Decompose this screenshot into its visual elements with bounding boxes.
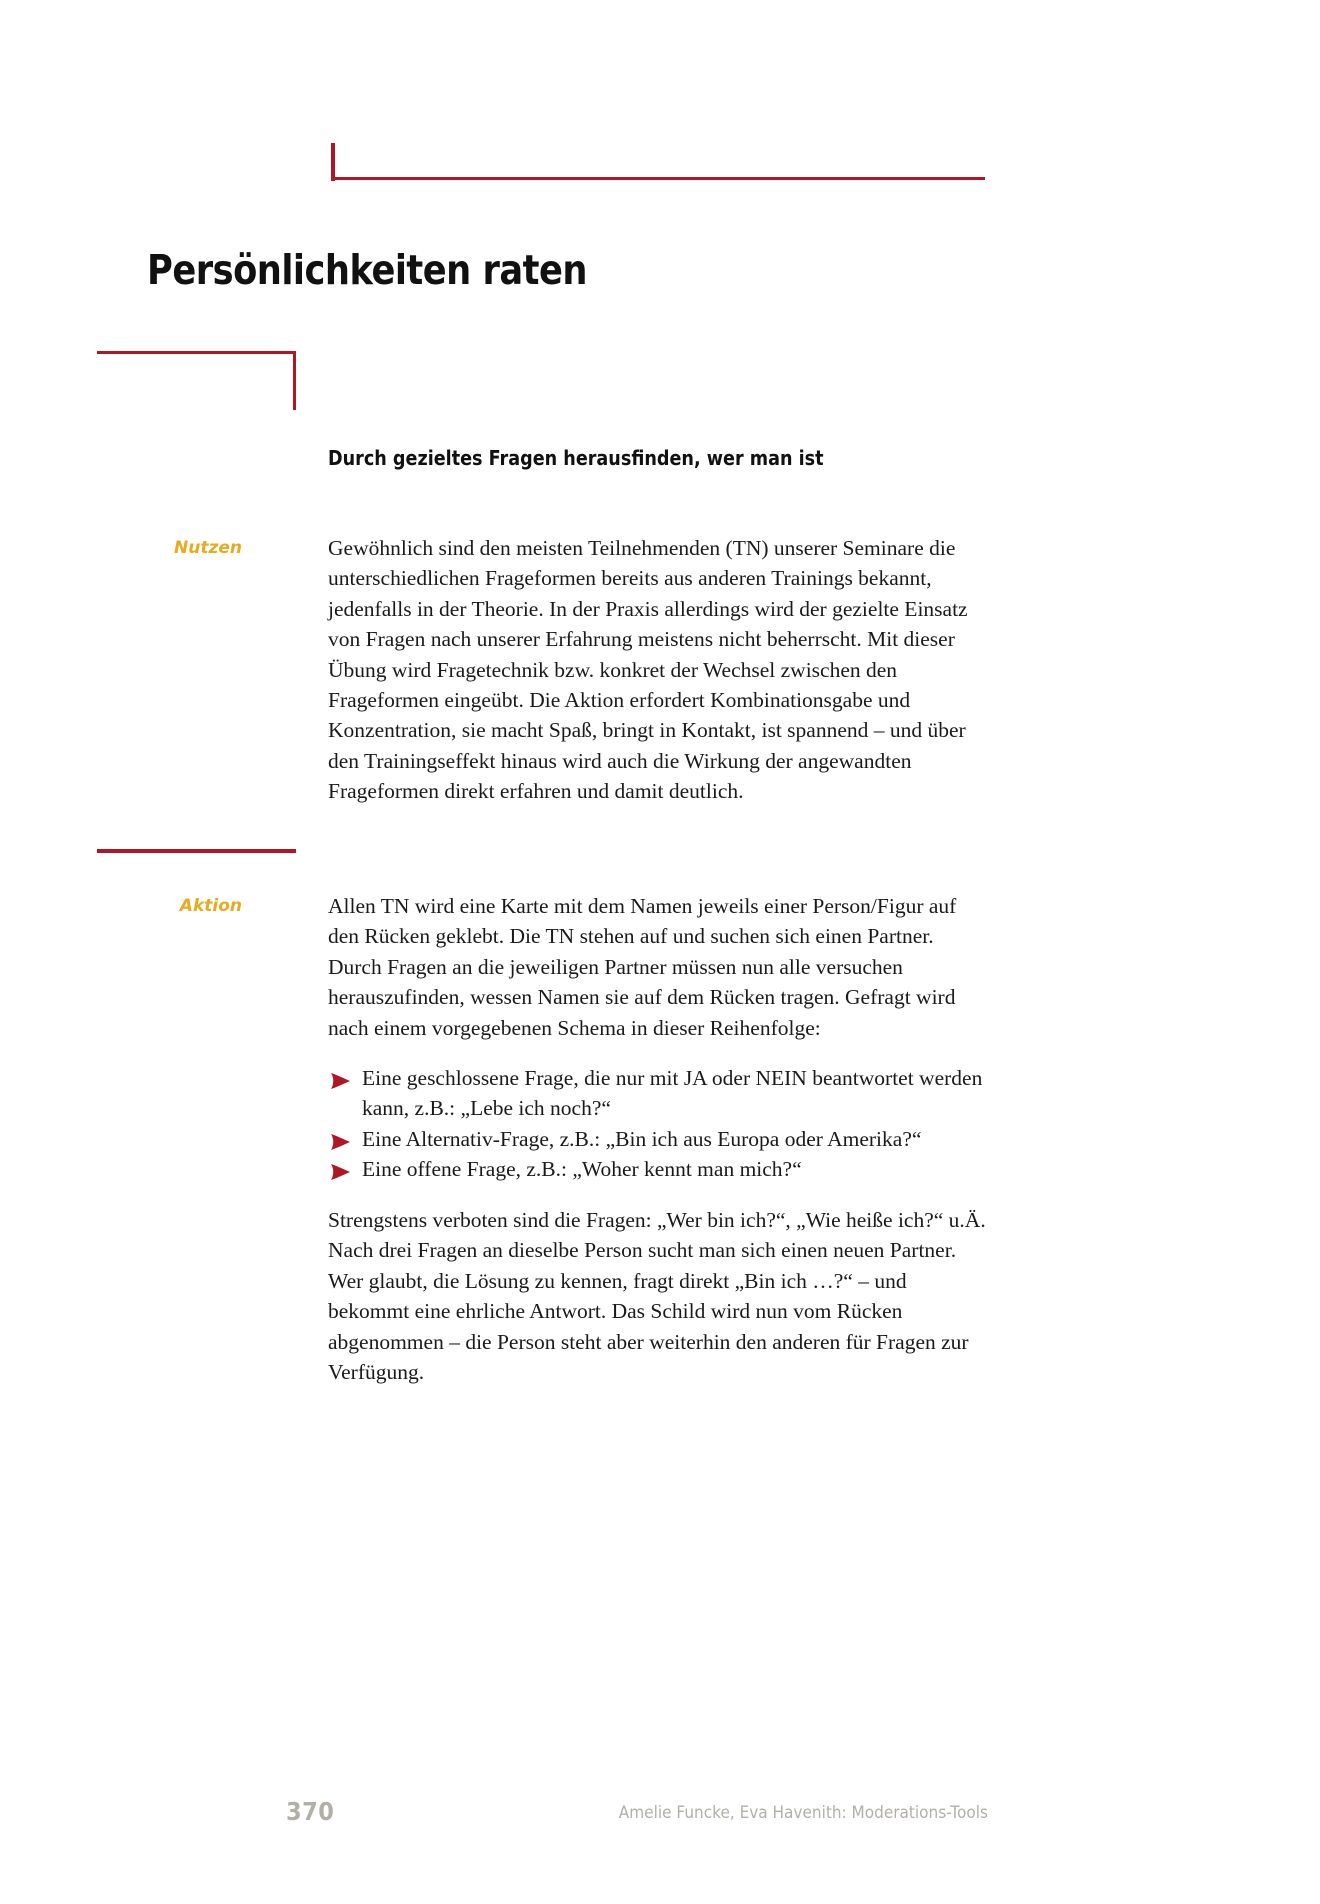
aktion-intro-paragraph: Allen TN wird eine Karte mit dem Namen jeweils einer Person/Figur auf den Rücken geklebt. Die TN stehen auf und suchen sich einen Partner. Durch Fragen an die jeweiligen Partner müssen nun alle versuchen herauszufinden, wessen Namen sie auf dem Rücken tragen. Gefragt wird nach einem vorgegebenen Schema in dieser Reihenfolge:	[328, 894, 957, 1040]
margin-label-aktion: Aktion	[179, 896, 242, 916]
arrow-right-bullet-icon	[328, 1063, 362, 1090]
arrow-right-bullet-icon	[328, 1124, 362, 1151]
list-item-label: Eine geschlossene Frage, die nur mit JA oder NEIN beantwortet werden kann, z.B.: „Lebe ich noch?“	[362, 1066, 983, 1121]
footer-attribution: Amelie Funcke, Eva Havenith: Moderations-Tools	[618, 1803, 988, 1823]
page-title: Persönlichkeiten raten	[147, 246, 587, 294]
margin-label-nutzen: Nutzen	[174, 538, 242, 558]
list-item-label: Eine Alternativ-Frage, z.B.: „Bin ich aus Europa oder Amerika?“	[362, 1126, 922, 1151]
aktion-tail-paragraph: Strengstens verboten sind die Fragen: „Wer bin ich?“, „Wie heiße ich?“ u.Ä. Nach drei Fragen an dieselbe Person sucht man sich einen neuen Partner. Wer glaubt, die Lösung zu kennen, fragt direkt „Bin ich …?“ – und bekommt eine ehrliche Antwort. Das Schild wird nun vom Rücken abgenommen – die Person steht aber weiterhin den anderen für Fragen zur Verfügung.	[328, 1208, 986, 1385]
aktion-intro-block	[328, 891, 992, 1043]
list-item-label: Eine offene Frage, z.B.: „Woher kennt man mich?“	[362, 1157, 802, 1182]
arrow-right-bullet-icon	[328, 1154, 362, 1181]
question-type-list	[328, 1063, 992, 1185]
list-item	[328, 1063, 992, 1124]
section-separator-rule	[97, 849, 296, 853]
aktion-tail-block	[328, 1205, 992, 1387]
nutzen-paragraph: Gewöhnlich sind den meisten Teilnehmenden (TN) unserer Seminare die unterschiedlichen Frageformen bereits aus anderen Trainings bekannt, jedenfalls in der Theorie. In der Praxis allerdings wird der gezielte Einsatz von Fragen nach unserer Erfahrung meistens nicht beherrscht. Mit dieser Übung wird Fragetechnik bzw. konkret der Wechsel zwischen den Frageformen eingeübt. Die Aktion erfordert Kombinationsgabe und Konzentration, sie macht Spaß, bringt in Kontakt, ist spannend – und über den Trainingseffekt hinaus wird auch die Wirkung der angewandten Frageformen direkt erfahren und damit deutlich.	[328, 536, 968, 804]
title-rule-vertical-stroke	[293, 351, 296, 410]
list-item	[328, 1154, 992, 1184]
top-rule-vertical-stroke	[331, 143, 335, 181]
nutzen-text-block	[328, 533, 992, 807]
top-rule-horizontal-stroke	[331, 177, 985, 180]
page-subtitle: Durch gezieltes Fragen herausfinden, wer man ist	[328, 446, 824, 470]
footer-page-number: 370	[286, 1797, 335, 1826]
title-rule-horizontal-stroke	[97, 351, 296, 354]
list-item	[328, 1124, 992, 1154]
